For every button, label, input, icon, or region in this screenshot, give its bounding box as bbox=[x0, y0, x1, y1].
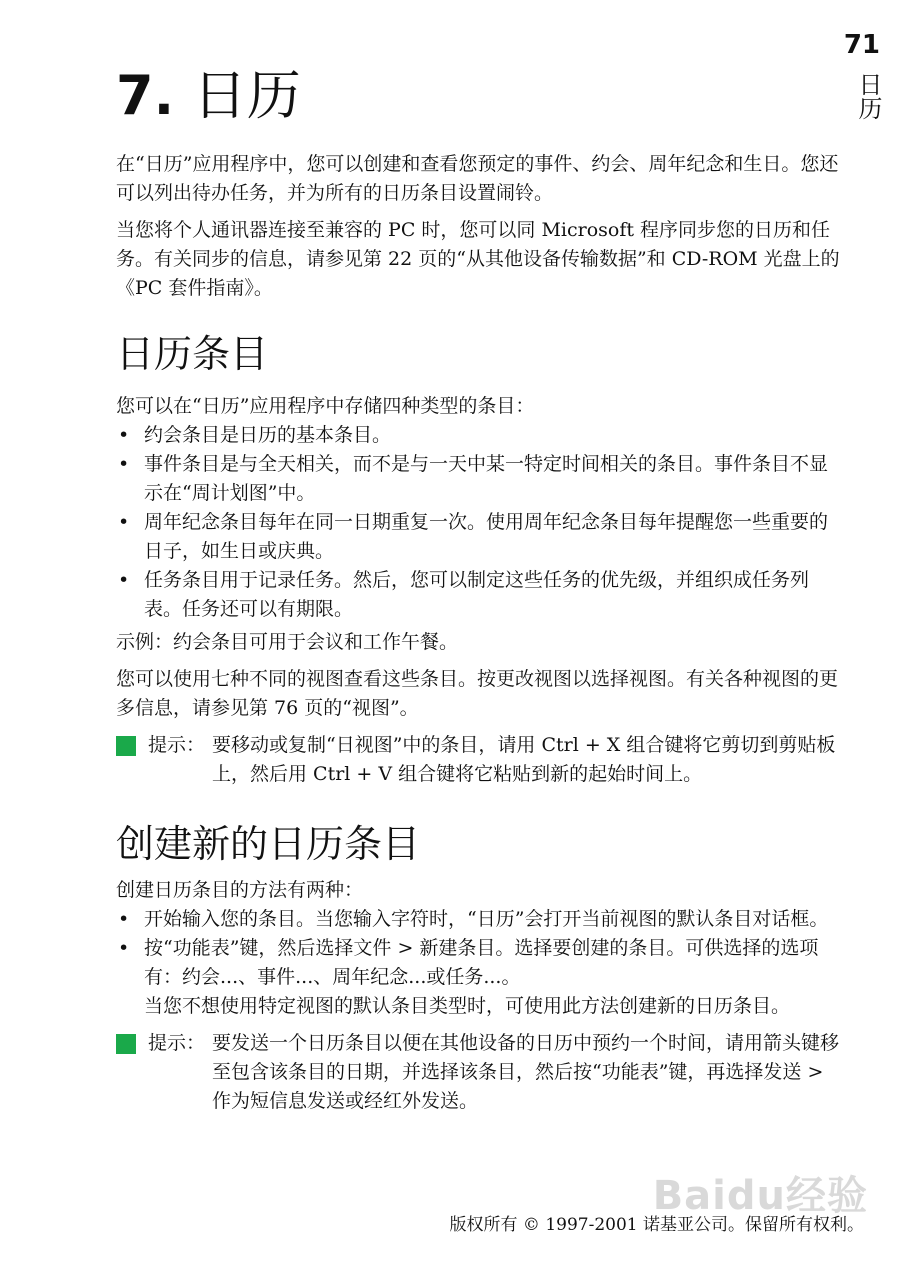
tip-square-icon bbox=[116, 736, 136, 756]
list-item: • 开始输入您的条目。当您输入字符时，“日历”会打开当前视图的默认条目对话框。 bbox=[116, 905, 842, 934]
intro-paragraph-2: 当您将个人通讯器连接至兼容的 PC 时，您可以同 Microsoft 程序同步您的日历和任务。有关同步的信息，请参见第 22 页的“从其他设备传输数据”和 CD-ROM 光盘上的《PC 套件指南》。 bbox=[116, 219, 840, 299]
tip-box-2 bbox=[116, 1029, 842, 1116]
example-text: 约会条目可用于会议和工作午餐。 bbox=[173, 631, 459, 653]
side-tab-label: 日历 bbox=[854, 72, 882, 120]
section1-body bbox=[116, 392, 842, 797]
page-number: 71 bbox=[843, 30, 880, 60]
tip-text: 要发送一个日历条目以便在其他设备的日历中预约一个时间，请用箭头键移至包含该条目的日期，并选择该条目，然后按“功能表”键，再选择发送 > 作为短信息发送或经红外发送。 bbox=[212, 1032, 840, 1112]
section-title-calendar-entries: 日历条目 bbox=[116, 332, 269, 376]
example-label: 示例： bbox=[116, 631, 174, 653]
list-item bbox=[116, 934, 842, 1021]
watermark-logo: Baidu经验 bbox=[652, 1173, 868, 1219]
views-paragraph bbox=[116, 665, 842, 723]
views-text-pre: 您可以使用七种不同的视图查看这些条目。按 bbox=[116, 668, 497, 690]
intro-block bbox=[116, 150, 842, 311]
list-item: • 周年纪念条目每年在同一日期重复一次。使用周年纪念条目每年提醒您一些重要的日子，如生日或庆典。 bbox=[116, 508, 842, 566]
copyright-footer: 版权所有 © 1997-2001 诺基亚公司。保留所有权利。 bbox=[449, 1215, 864, 1235]
tip-text: 要移动或复制“日视图”中的条目，请用 Ctrl + X 组合键将它剪切到剪贴板上，然后用 Ctrl + V 组合键将它粘贴到新的起始时间上。 bbox=[212, 734, 836, 785]
list-item: • 事件条目是与全天相关，而不是与一天中某一特定时间相关的条目。事件条目不显示在“周计划图”中。 bbox=[116, 450, 842, 508]
tip-box-1 bbox=[116, 731, 842, 789]
tip-square-icon bbox=[116, 1034, 136, 1054]
list-item-extra: 当您不想使用特定视图的默认条目类型时，可使用此方法创建新的日历条目。 bbox=[144, 995, 791, 1017]
tip-label: 提示： bbox=[148, 734, 206, 756]
create-method-list bbox=[116, 905, 842, 1021]
chapter-title bbox=[116, 66, 301, 125]
tip-label: 提示： bbox=[148, 1032, 206, 1054]
views-text-post: 以选择视图。有关各种视图的更多信息，请参见第 76 页的“视图”。 bbox=[116, 668, 839, 719]
example-paragraph bbox=[116, 628, 842, 657]
chapter-name: 日历 bbox=[192, 64, 301, 127]
section2-body bbox=[116, 876, 842, 1124]
intro-paragraph-1: 在“日历”应用程序中，您可以创建和查看您预定的事件、约会、周年纪念和生日。您还可以列出待办任务，并为所有的日历条目设置闹铃。 bbox=[116, 153, 839, 204]
list-item: • 约会条目是日历的基本条目。 bbox=[116, 421, 842, 450]
chapter-number: 7. bbox=[116, 64, 175, 127]
list-item-text: 按“功能表”键，然后选择文件 > 新建条目。选择要创建的条目。可供选择的选项有：约会...、事件...、周年纪念...或任务...。 bbox=[144, 937, 819, 988]
section1-lead: 您可以在“日历”应用程序中存储四种类型的条目： bbox=[116, 395, 535, 417]
section2-lead: 创建日历条目的方法有两种： bbox=[116, 879, 364, 901]
entry-type-list bbox=[116, 421, 842, 624]
section-title-create-entry: 创建新的日历条目 bbox=[116, 822, 421, 866]
list-item: • 任务条目用于记录任务。然后，您可以制定这些任务的优先级，并组织成任务列表。任务还可以有期限。 bbox=[116, 566, 842, 624]
change-view-key: 更改视图 bbox=[496, 668, 573, 690]
